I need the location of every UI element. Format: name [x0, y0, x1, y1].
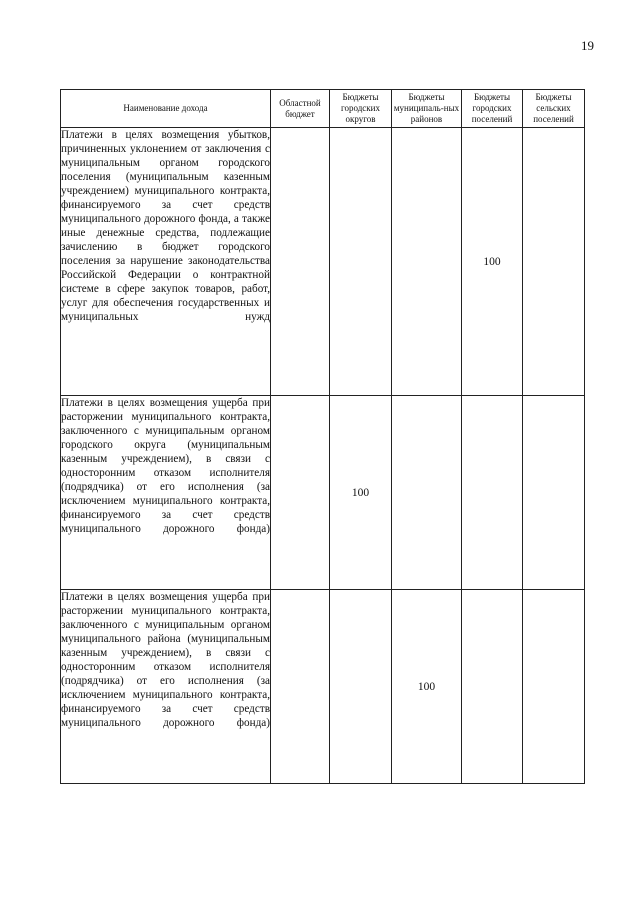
value-cell [392, 396, 462, 590]
header-income-name: Наименование дохода [61, 90, 271, 128]
header-rural-settlements-budgets: Бюджеты сельских поселений [523, 90, 585, 128]
table-row [61, 128, 585, 396]
table-row [61, 396, 585, 590]
value-cell [462, 396, 523, 590]
value-cell [392, 128, 462, 396]
income-name-cell: Платежи в целях возмещения ущерба при расторжении муниципального контракта, заключенного с муниципальным органом муниципального района (муниципальным казенным учреждением), в связи с односторонним отказом исполнителя (подрядчика) от его исполнения (за исключением муниципального контракта, финансируемого за счет средств муниципального дорожного фонда) [61, 590, 271, 784]
header-city-districts-budgets: Бюджеты городских округов [330, 90, 392, 128]
value-cell [271, 590, 330, 784]
value-cell [330, 128, 392, 396]
value-cell: 100 [462, 128, 523, 396]
income-distribution-table [60, 89, 585, 784]
header-regional-budget: Областной бюджет [271, 90, 330, 128]
value-cell [462, 590, 523, 784]
value-cell: 100 [330, 396, 392, 590]
value-cell [271, 396, 330, 590]
income-name-cell: Платежи в целях возмещения убытков, причиненных уклонением от заключения с муниципальным органом городского поселения (муниципальным казенным учреждением) муниципального контракта, финансируемого за счет средств муниципального дорожного фонда, а также иные денежные средства, подлежащие зачислению в бюджет городского поселения за нарушение законодательства Российской Федерации о контрактной системе в сфере закупок товаров, работ, услуг для обеспечения государственных и муниципальных нужд [61, 128, 271, 396]
value-cell [523, 396, 585, 590]
value-cell: 100 [392, 590, 462, 784]
value-cell [271, 128, 330, 396]
value-cell [523, 590, 585, 784]
table-header-row [61, 90, 585, 128]
table-row [61, 590, 585, 784]
income-name-cell: Платежи в целях возмещения ущерба при расторжении муниципального контракта, заключенного с муниципальным органом городского округа (муниципальным казенным учреждением), в связи с односторонним отказом исполнителя (подрядчика) от его исполнения (за исключением муниципального контракта, финансируемого за счет средств муниципального дорожного фонда) [61, 396, 271, 590]
value-cell [330, 590, 392, 784]
value-cell [523, 128, 585, 396]
header-municipal-districts-budgets: Бюджеты муниципаль-ных районов [392, 90, 462, 128]
page-number: 19 [581, 38, 594, 53]
header-urban-settlements-budgets: Бюджеты городских поселений [462, 90, 523, 128]
